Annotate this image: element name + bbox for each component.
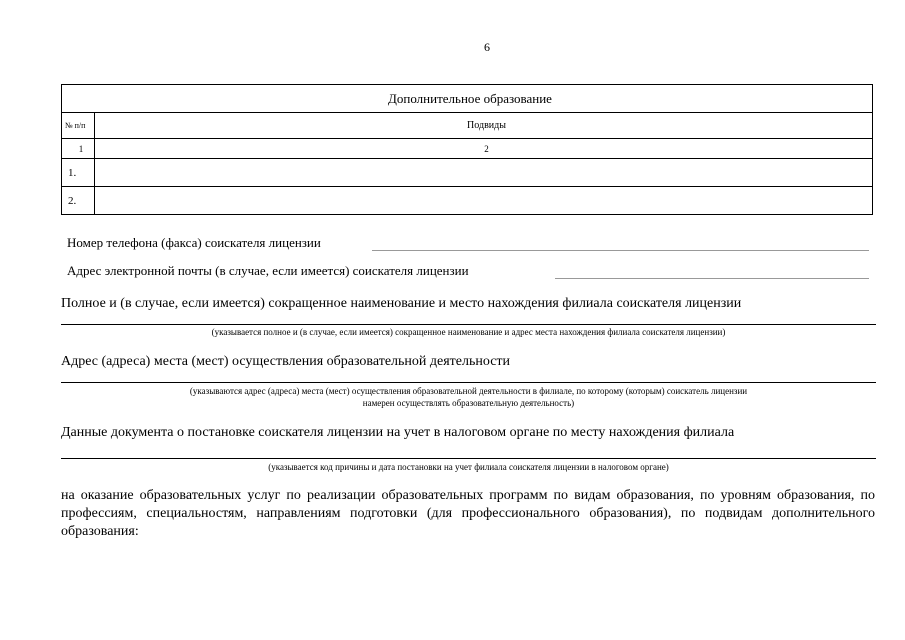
email-label: Адрес электронной почты (в случае, если имеется) соискателя лицензии	[67, 263, 469, 278]
tax-registration-label: Данные документа о постановке соискателя лицензии на учет в налоговом органе по месту нахождения филиала	[61, 425, 735, 440]
services-paragraph: на оказание образовательных услуг по реализации образовательных программ по видам образования, по уровням образования, по профессиям, специальностям, направлениям подготовки (для профессионального образования), по подвидам дополнительного образования:	[61, 488, 875, 539]
branch-name-field[interactable]	[61, 324, 876, 325]
row-subtype-cell[interactable]	[95, 159, 873, 187]
column-number-1: 1	[62, 139, 95, 159]
activity-address-hint-line-1: (указываются адрес (адреса) места (мест) осуществления образовательной деятельности в филиале, по которому (которым) соискатель лицензии	[189, 386, 748, 396]
row-subtype-cell[interactable]	[95, 187, 873, 215]
phone-label: Номер телефона (факса) соискателя лицензии	[67, 235, 321, 250]
table-row	[62, 187, 873, 215]
page-number: 6	[484, 40, 490, 54]
table-title: Дополнительное образование	[62, 85, 873, 113]
additional-education-table	[61, 84, 873, 215]
activity-address-hint-line-2: намерен осуществлять образовательную деятельность)	[362, 398, 575, 408]
phone-field[interactable]	[372, 250, 869, 251]
branch-name-hint: (указывается полное и (в случае, если имеется) сокращенное наименование и адрес места нахождения филиала соискателя лицензии)	[211, 327, 726, 337]
activity-address-label: Адрес (адреса) места (мест) осуществления образовательной деятельности	[61, 354, 511, 369]
tax-registration-hint: (указывается код причины и дата постановки на учет филиала соискателя лицензии в налоговом органе)	[268, 462, 669, 472]
branch-name-label: Полное и (в случае, если имеется) сокращенное наименование и место нахождения филиала соискателя лицензии	[61, 296, 742, 311]
activity-address-field[interactable]	[61, 382, 876, 383]
table-row	[62, 159, 873, 187]
column-number-2: 2	[95, 139, 873, 159]
column-header-number: № п/п	[62, 113, 95, 139]
email-field[interactable]	[555, 278, 869, 279]
table-title-row	[62, 85, 873, 113]
column-header-subtypes: Подвиды	[95, 113, 873, 139]
column-numbering-row	[62, 139, 873, 159]
tax-registration-field[interactable]	[61, 458, 876, 459]
row-number: 2.	[62, 187, 95, 215]
row-number: 1.	[62, 159, 95, 187]
table-header-row	[62, 113, 873, 139]
